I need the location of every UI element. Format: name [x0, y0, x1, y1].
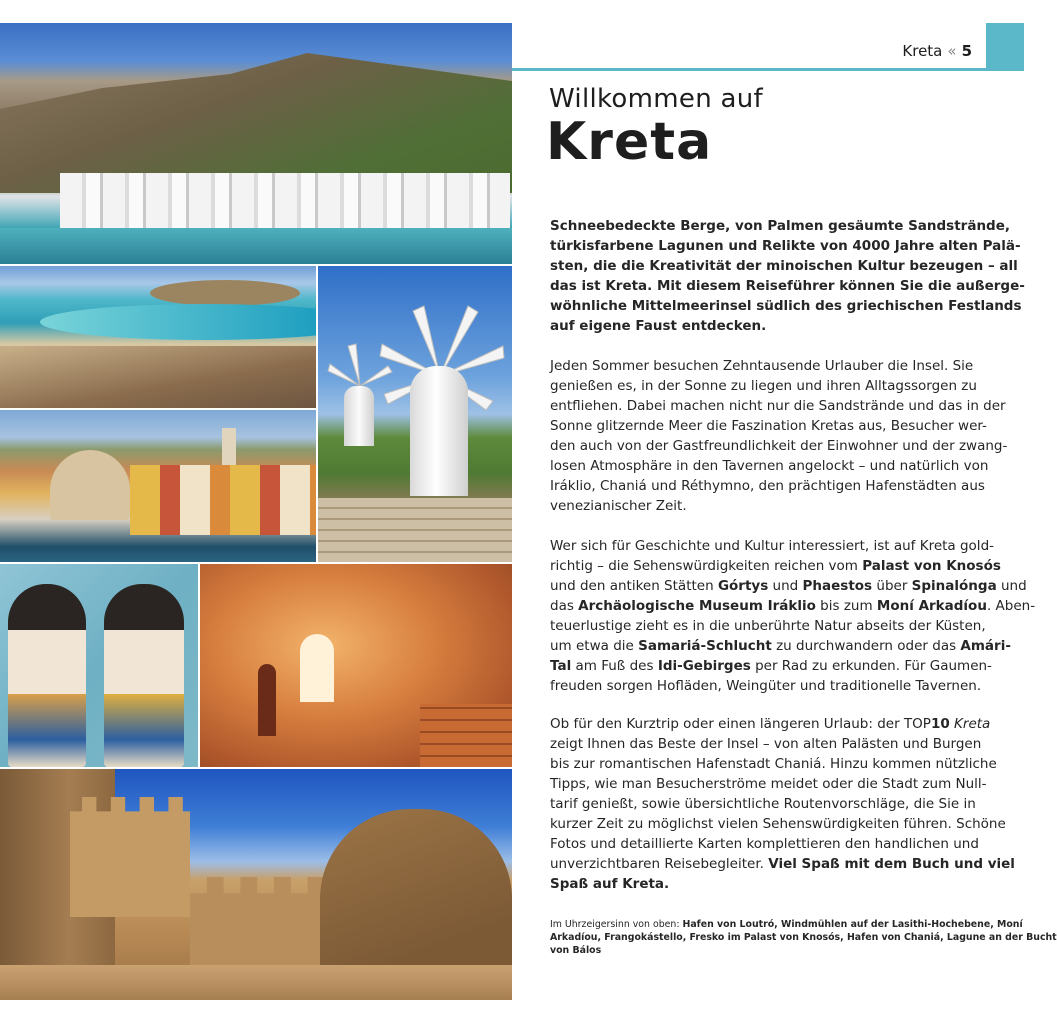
text-line [550, 854, 1015, 874]
harbour-water [0, 228, 512, 264]
text-run: Ob für den Kurztrip oder einen längeren Urlaub: der TOP [550, 716, 931, 732]
text-line: wöhnliche Mittelmeerinsel südlich des griechischen Festlands [550, 298, 1022, 314]
text-line [550, 774, 990, 794]
highlight-museum-iraklio: Archäologische Museum Iráklio [578, 598, 816, 614]
photo-lagoon-balos [0, 266, 316, 408]
title-prefix: Willkommen auf [549, 84, 764, 114]
text-line [550, 814, 1006, 834]
photo-harbour-loutro [0, 23, 512, 264]
photo-windmills-lasithi [318, 266, 512, 562]
text-line [550, 874, 990, 894]
text-run: das [550, 598, 579, 614]
text-run: richtig – die Sehenswürdigkeiten reichen vom [550, 558, 863, 574]
caption-line [550, 931, 1057, 944]
highlight-amari: Amári- [960, 638, 1011, 654]
text-line: Iráklio, Chaniá und Réthymno, den prächtigen Hafenstädten aus [550, 478, 985, 494]
text-line [550, 834, 990, 854]
text-run: Wer sich für Geschichte und Kultur interessiert, ist auf Kreta gold- [550, 538, 995, 554]
text-run: Fotos und detaillierte Karten komplettieren den handlichen und [550, 836, 979, 852]
photo-frangokastello [0, 769, 512, 1000]
battlement-tower [70, 797, 190, 917]
text-line: türkisfarbene Lagunen und Relikte von 4000 Jahre alten Palä- [550, 238, 1021, 254]
text-run: per Rad zu erkunden. Für Gaumen- [750, 658, 992, 674]
caption-places: Arkadíou, Frangokástello, Fresko im Palast von Knosós, Hafen von Chaniá, Lagune an der Bucht [550, 932, 1057, 943]
top10-number: 10 [930, 716, 950, 732]
island [150, 280, 300, 306]
text-run: teuerlustige zieht es in die unberührte Natur abseits der Küsten, [550, 618, 986, 634]
text-run: und den antiken Stätten [550, 578, 718, 594]
text-run: freuden sorgen Hofläden, Weingüter und traditionelle Tavernen. [550, 678, 982, 694]
highlight-knossos: Palast von Knosós [862, 558, 1001, 574]
text-line: sten, die die Kreativität der minoischen Kultur bezeugen – all [550, 258, 1018, 274]
page-tab [986, 23, 1024, 71]
lead-paragraph [550, 216, 1025, 336]
highlight-samaria: Samariá-Schlucht [638, 638, 772, 654]
fresco-figure-right [104, 584, 184, 767]
windmill-tower-small [344, 386, 374, 446]
text-run: kurzer Zeit zu möglichst vielen Sehenswürdigkeiten führen. Schöne [550, 816, 1006, 832]
highlight-moni-arkadiou: Moní Arkadíou [876, 598, 987, 614]
text-line [550, 656, 990, 676]
text-run: tarif genießt, sowie übersichtliche Routenvorschläge, die Sie in [550, 796, 976, 812]
text-line [550, 616, 990, 636]
arched-door [258, 664, 276, 736]
windmill-tower [410, 366, 468, 496]
turquoise-lagoon [40, 302, 316, 342]
text-line [550, 754, 997, 774]
page-number: 5 [961, 42, 972, 60]
text-run: über [872, 578, 912, 594]
text-run: bis zum [815, 598, 877, 614]
body-paragraph-3 [550, 714, 1015, 894]
text-line: Schneebedeckte Berge, von Palmen gesäumte Sandstrände, [550, 218, 1011, 234]
highlight-phaestos: Phaestos [802, 578, 873, 594]
body-paragraph-1 [550, 356, 1008, 516]
text-line [550, 596, 1036, 616]
chevron-left-double-icon: « [947, 42, 955, 60]
battlement-wall [190, 877, 330, 967]
photo-harbour-chania [0, 410, 316, 562]
fresco-figure-left [8, 584, 86, 767]
text-line [550, 794, 990, 814]
mountain-slope [0, 53, 512, 193]
text-line [550, 714, 990, 734]
stone-stairs [420, 704, 512, 767]
text-run: und [996, 578, 1027, 594]
text-run: bis zur romantischen Hafenstadt Chaniá. Hinzu kommen nützliche [550, 756, 997, 772]
text-line [550, 734, 990, 754]
text-line: Jeden Sommer besuchen Zehntausende Urlauber die Insel. Sie [550, 358, 974, 374]
text-line: venezianischer Zeit. [550, 498, 687, 514]
highlight-spinalonga: Spinalónga [911, 578, 997, 594]
caption-places: von Bálos [550, 945, 602, 956]
text-line [550, 576, 1027, 596]
text-run: . Aben- [986, 598, 1036, 614]
photo-moni-arkadiou [200, 564, 512, 767]
text-line [550, 636, 1011, 656]
text-run: und [768, 578, 803, 594]
white-houses [60, 173, 510, 228]
ground [0, 965, 512, 1000]
closing-highlight: Spaß auf Kreta. [550, 876, 670, 892]
text-run: Tipps, wie man Besucherströme meidet oder die Stadt zum Null- [550, 776, 987, 792]
text-run: zeigt Ihnen das Beste der Insel – von alten Palästen und Burgen [550, 736, 982, 752]
text-line: das ist Kreta. Mit diesem Reiseführer können Sie die außerge- [550, 278, 1025, 294]
caption-line [550, 944, 990, 957]
text-line: Sonne glitzernde Meer die Faszination Kretas aus, Besucher wer- [550, 418, 987, 434]
text-line: genießen es, in der Sonne zu liegen und ihren Alltagssorgen zu [550, 378, 977, 394]
photo-caption [550, 918, 1057, 957]
header-rule [512, 68, 1024, 71]
text-run: zu durchwandern oder das [771, 638, 961, 654]
highlight-gortys: Górtys [717, 578, 769, 594]
section-name: Kreta [902, 42, 943, 60]
text-line: entfliehen. Dabei machen nicht nur die Sandstrände und das in der [550, 398, 1006, 414]
book-title: Kreta [954, 716, 991, 732]
body-paragraph-2 [550, 536, 1036, 696]
highlight-amari-tal: Tal [550, 658, 572, 674]
text-line: auf eigene Faust entdecken. [550, 318, 767, 334]
colorful-houses [130, 465, 316, 535]
text-line: den auch von der Gastfreundlichkeit der Einwohner und der zwang- [550, 438, 1008, 454]
text-line [550, 556, 1001, 576]
lit-archway [300, 634, 334, 702]
running-head [860, 42, 972, 60]
text-line [550, 676, 990, 696]
highlight-idi: Idi-Gebirges [657, 658, 751, 674]
mosque-dome [50, 450, 130, 520]
text-line [550, 536, 995, 556]
text-line: losen Atmosphäre in den Tavernen angelockt – und natürlich von [550, 458, 989, 474]
text-run: um etwa die [550, 638, 639, 654]
stone-wall [318, 498, 512, 562]
rocky-foreground [0, 346, 316, 408]
caption-line [550, 918, 1023, 931]
photo-fresco-knossos [0, 564, 198, 767]
text-run: unverzichtbaren Reisebegleiter. [550, 856, 769, 872]
closing-highlight: Viel Spaß mit dem Buch und viel [768, 856, 1015, 872]
caption-intro: Im Uhrzeigersinn von oben: [550, 919, 683, 930]
page-title: Kreta [546, 112, 713, 172]
text-run: am Fuß des [571, 658, 658, 674]
caption-places: Hafen von Loutró, Windmühlen auf der Lasithi-Hochebene, Moní [682, 919, 1023, 930]
